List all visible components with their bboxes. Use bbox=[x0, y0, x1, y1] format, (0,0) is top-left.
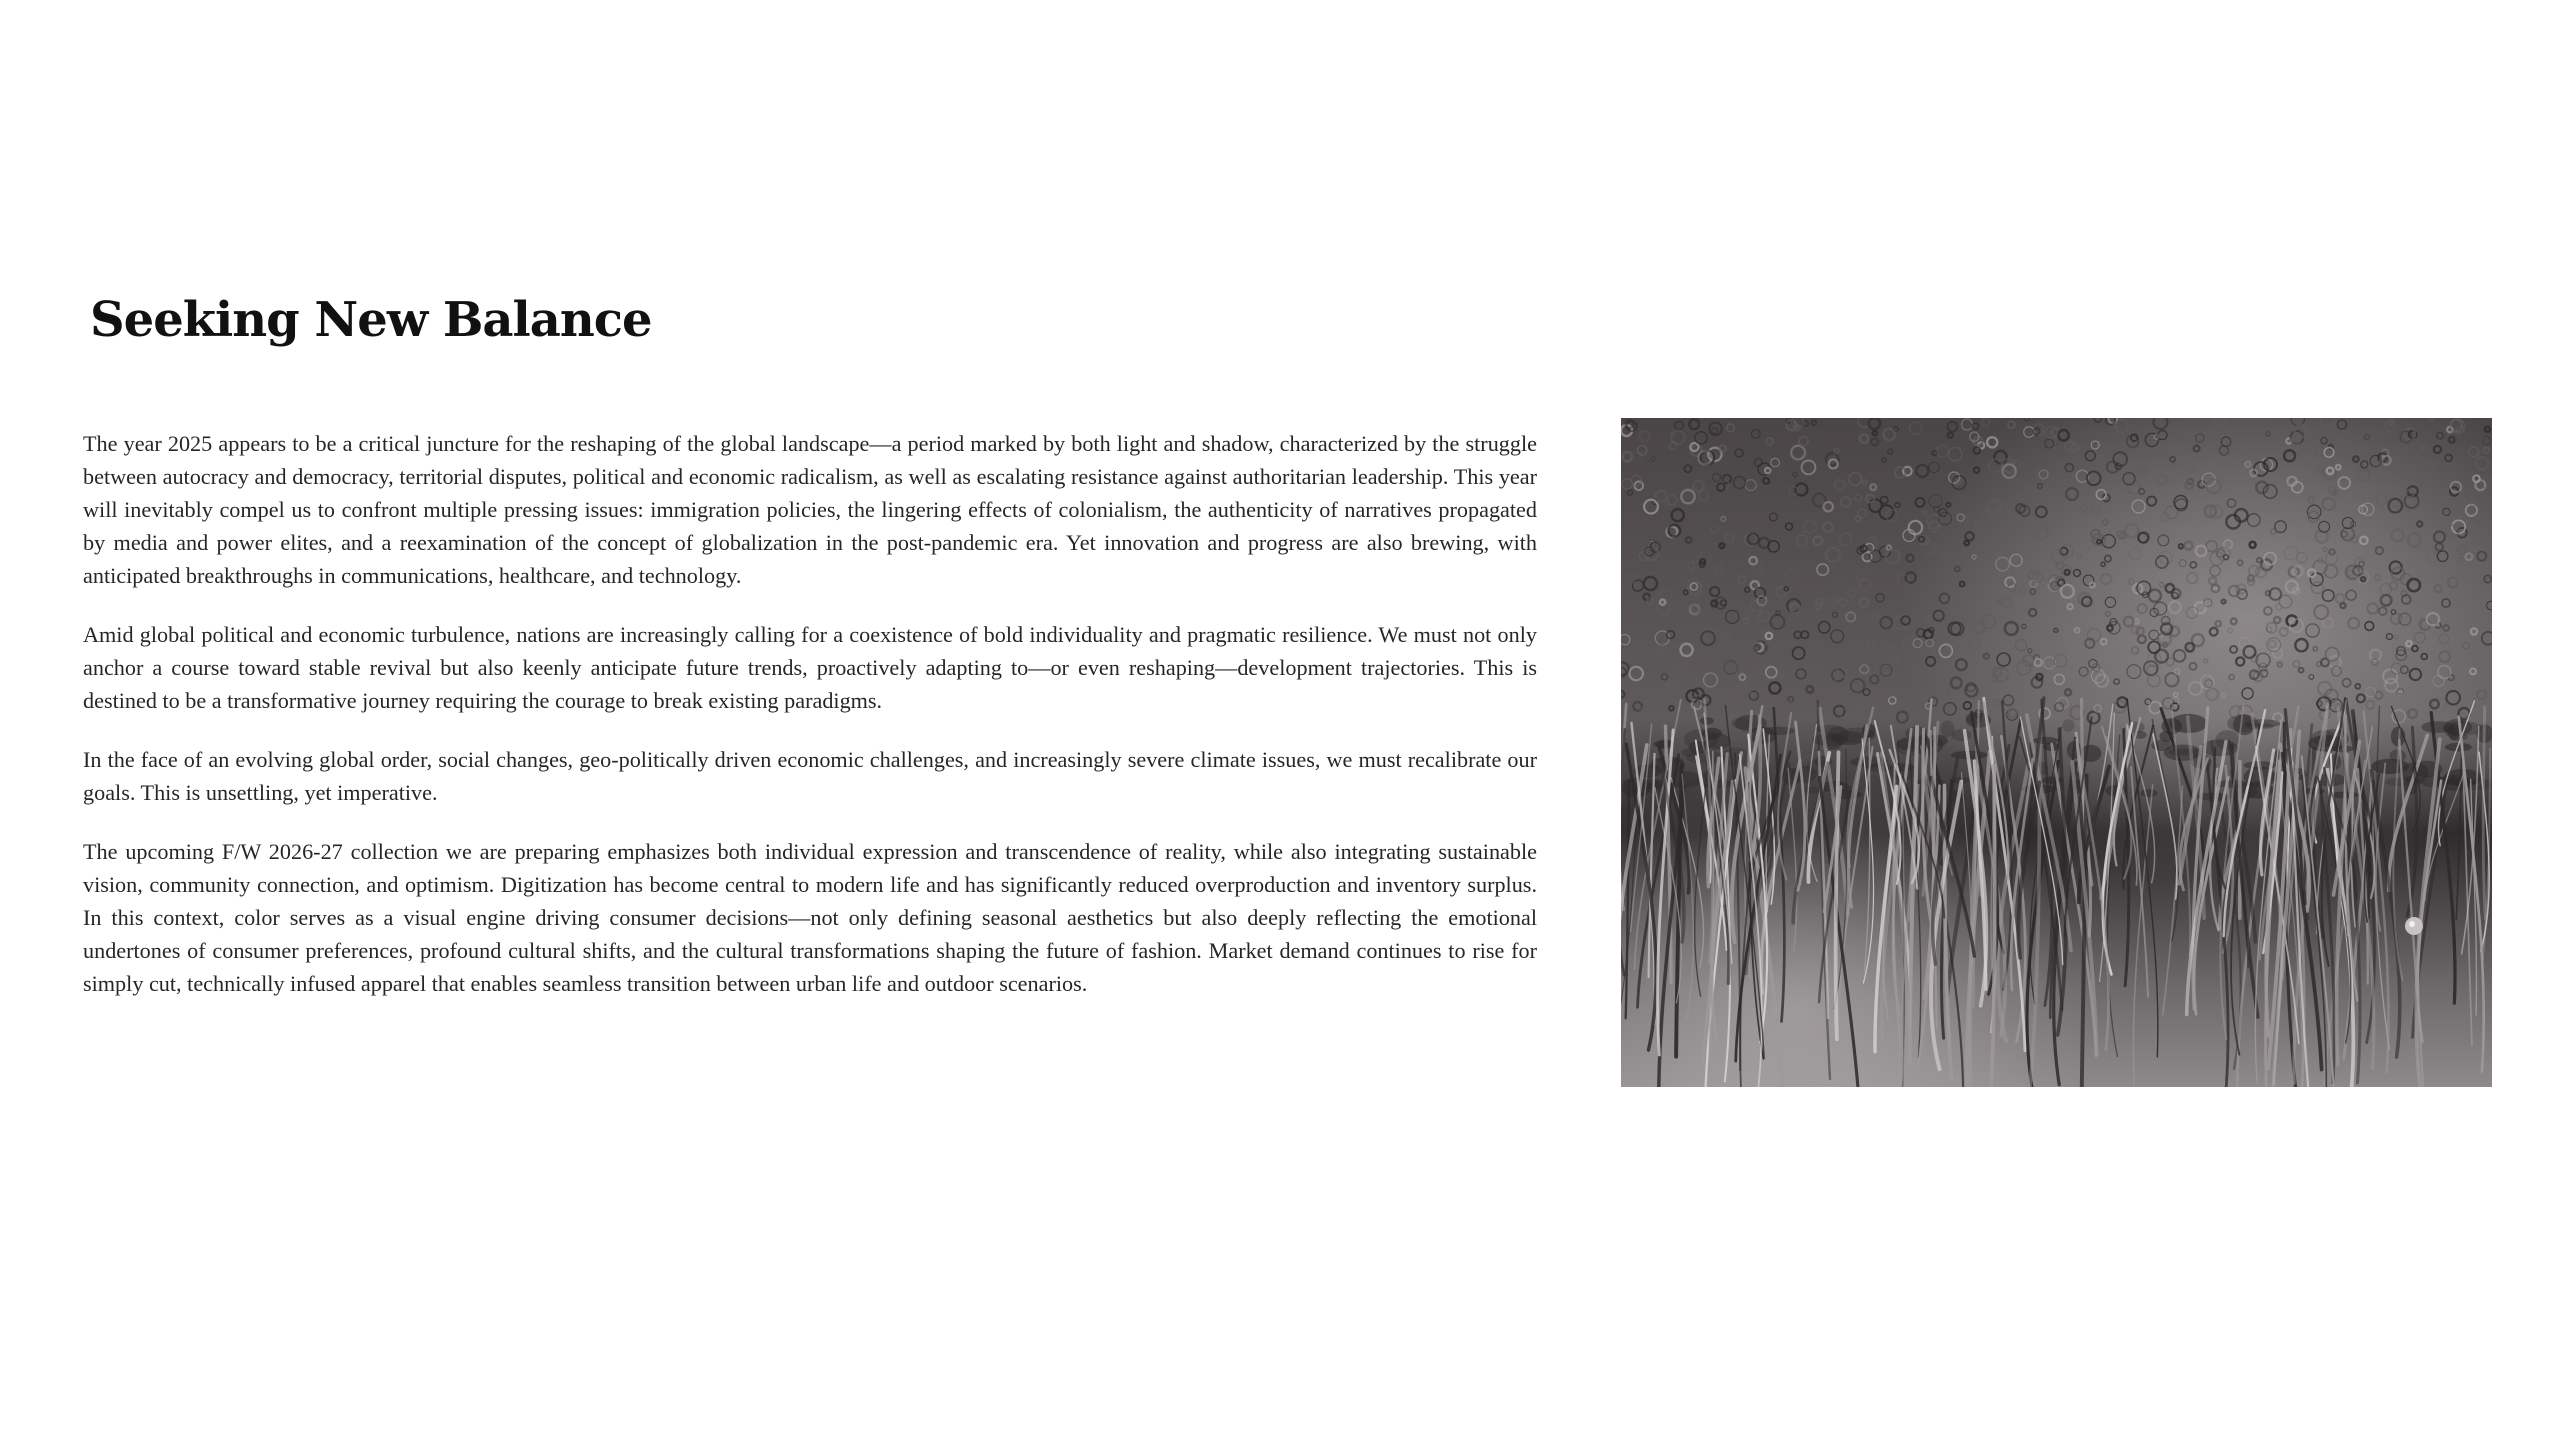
knit-fringe-image bbox=[1621, 418, 2492, 1087]
page-title: Seeking New Balance bbox=[90, 292, 652, 348]
paragraph-4: The upcoming F/W 2026-27 collection we are preparing emphasizes both individual expression and transcendence of reality, while also integrating sustainable vision, community connection, and optimism. Digitization has become central to modern life and has significantly reduced overproduction and inventory surplus. In this context, color serves as a visual engine driving consumer decisions—not only defining seasonal aesthetics but also deeply reflecting the emotional undertones of consumer preferences, profound cultural shifts, and the cultural transformations shaping the future of fashion. Market demand continues to rise for simply cut, technically infused apparel that enables seamless transition between urban life and outdoor scenarios. bbox=[83, 839, 1537, 996]
knit-fringe-photo bbox=[1621, 418, 2492, 1087]
paragraph-3: In the face of an evolving global order, social changes, geo-politically driven economic challenges, and increasingly severe climate issues, we must recalibrate our goals. This is unsettling, yet imperative. bbox=[83, 747, 1537, 805]
bead-shine bbox=[2409, 921, 2415, 927]
paragraph-1: The year 2025 appears to be a critical juncture for the reshaping of the global landscape—a period marked by both light and shadow, characterized by the struggle between autocracy and democracy, territorial disputes, political and economic radicalism, as well as escalating resistance against authoritarian leadership. This year will inevitably compel us to confront multiple pressing issues: immigration policies, the lingering effects of colonialism, the authenticity of narratives propagated by media and power elites, and a reexamination of the concept of globalization in the post-pandemic era. Yet innovation and progress are also brewing, with anticipated breakthroughs in communications, healthcare, and technology. bbox=[83, 431, 1537, 588]
paragraph-2: Amid global political and economic turbulence, nations are increasingly calling for a coexistence of bold individuality and pragmatic resilience. We must not only anchor a course toward stable revival but also keenly anticipate future trends, proactively adapting to—or even reshaping—development trajectories. This is destined to be a transformative journey requiring the courage to break existing paradigms. bbox=[83, 622, 1537, 713]
body-text bbox=[83, 427, 1537, 1026]
